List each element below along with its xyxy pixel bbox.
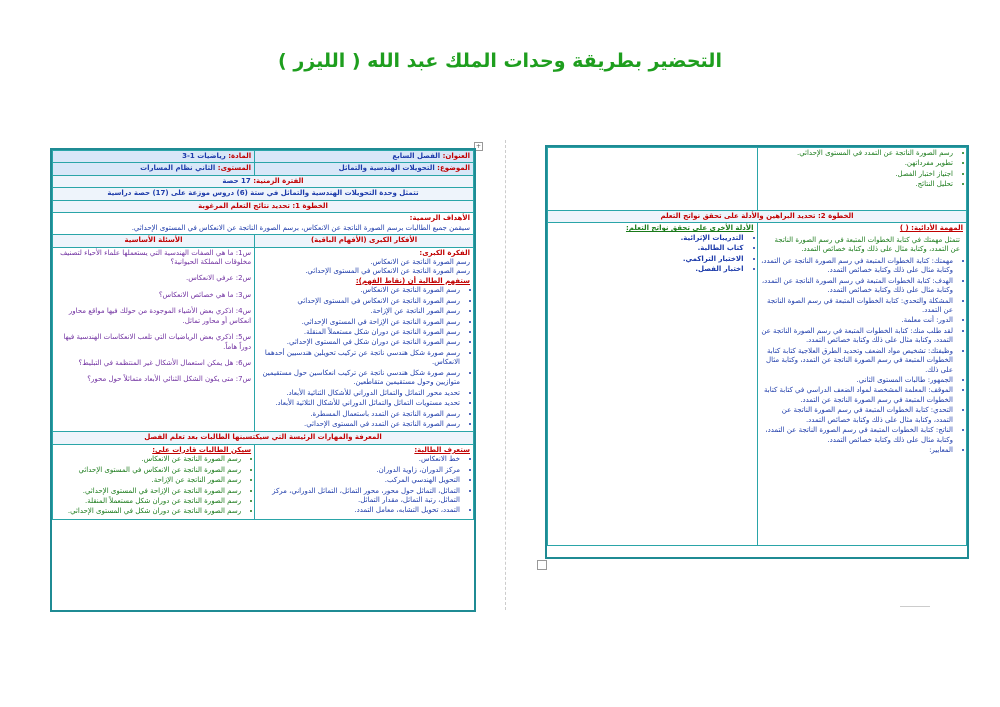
topic-cell bbox=[255, 163, 474, 175]
list-item: • رسم الصورة الناتجة عن التمدد باستعمال المسطرة. bbox=[258, 410, 460, 419]
will-able-cell bbox=[53, 444, 255, 519]
will-know-cell bbox=[255, 444, 474, 519]
empty-cell bbox=[548, 148, 758, 211]
subject-value: رياضيات 1-3 bbox=[182, 152, 226, 160]
level-value: الثاني نظام المسارات bbox=[140, 164, 216, 173]
big-idea-line: رسم الصورة الناتجة عن الانعكاس. bbox=[370, 257, 470, 266]
list-item: • رسم الصورة الناتجة عن التمدد في المستوى الإحداثي. bbox=[258, 420, 460, 429]
table-resize-handle[interactable] bbox=[537, 560, 547, 570]
question-item: س4: اذكري بعض الأشياء الموجودة من حولك فيها مواقع محاور انعكاس أو محاور تماثل. bbox=[68, 307, 252, 325]
list-item: • اختبار الفصل. bbox=[551, 265, 744, 274]
will-able-title: سيكن الطالبات قادرات على: bbox=[152, 445, 252, 454]
list-item: • تحديد محور التماثل والتماثل الدوراني للأشكال الثنائية الأبعاد. bbox=[258, 389, 460, 398]
task-list bbox=[761, 257, 964, 456]
step1-title: الخطوة 1: تحديد نتائج التعلم المرغوبة bbox=[53, 200, 474, 212]
level-label: المستوى: bbox=[217, 164, 252, 173]
question-item: س6: هل يمكن استعمال الأشكال غير المنتظمة في التبليط؟ bbox=[78, 359, 252, 367]
list-item: • الهدف: كتابة الخطوات المتبعة في رسم الصورة الناتجة عن التمدد، وكتابة مثال على ذلك وكتابة خصائص التمدد. bbox=[761, 277, 954, 296]
subject-label: المادة: bbox=[228, 152, 252, 160]
list-item: • كتاب الطالبة. bbox=[551, 244, 744, 253]
understand-list bbox=[258, 286, 470, 429]
knowledge-header: المعرفة والمهارات الرئيسة التي سيكتسبنها الطالبات بعد تعلم الفصل bbox=[53, 432, 474, 444]
list-item: • رسم الصورة الناتجة عن دوران شكل مستعملاً المنقلة. bbox=[56, 497, 241, 506]
question-item: س7: متى يكون الشكل الثنائي الأبعاد متماثلاً حول محور؟ bbox=[87, 375, 252, 384]
list-item: • رسم الصورة الناتجة عن دوران شكل في المستوى الإحداثي. bbox=[56, 507, 241, 516]
will-able-list bbox=[56, 455, 251, 517]
lesson-plan-table-continued bbox=[547, 147, 967, 546]
list-item: • وظيفتك: تشخيص مواد الضعف وتحديد الطرق العلاجية كتابة كتابة الخطوات المتبعة في رسم الصورة الناتجة عن التمدد، وكتابة مثال على ذلك. bbox=[761, 347, 954, 375]
left-page bbox=[50, 148, 476, 612]
unit-summary: تتمثل وحدة التحويلات الهندسية والتماثل في ستة (6) دروس موزعة على (17) حصة دراسية bbox=[53, 188, 474, 200]
list-item: • رسم الصورة الناتجة عن الإزاحة في المستوى الإحداثي. bbox=[56, 487, 241, 496]
topic-value: التحويلات الهندسية والتماثل bbox=[338, 164, 435, 173]
list-item: • رسم الصورة الناتجة عن الانعكاس. bbox=[56, 455, 241, 464]
page-divider bbox=[505, 140, 507, 610]
period-cell bbox=[53, 175, 474, 187]
understand-title: ستفهم الطالبة أن (نقاط الفهم): bbox=[355, 276, 470, 285]
question-item: س1: ما هي الصفات الهندسية التي يستعملها علماء الأحياء لتصنيف مخلوقات المملكة الحيوانية؟ bbox=[60, 248, 252, 266]
question-item: س3: ما هي خصائص الانعكاس؟ bbox=[158, 290, 252, 299]
official-goals-text: سيقمن جميع الطالبات برسم الصورة الناتجة عن الانعكاس، برسم الصورة الناتجة عن الانعكاس في المستوى الإحداثي. bbox=[131, 223, 470, 232]
period-label: الفترة الزمنية: bbox=[253, 176, 304, 185]
list-item: • لقد طلب منك: كتابة الخطوات المتبعة في رسم الصورة الناتجة عن التمدد، وكتابة مثال على ذلك وكتابة خصائص التمدد. bbox=[761, 327, 954, 346]
list-item: • الموقف: المعلمة المشخصة لمواد الضعف الدراسي في كتابة كتابة الخطوات المتبعة في رسم الصورة الناتجة عن التمدد. bbox=[761, 386, 954, 405]
list-item: • المشكلة والتحدي: كتابة الخطوات المتبعة في رسم الصوة الناتجة عن التمدد. bbox=[761, 297, 954, 316]
will-know-list bbox=[258, 455, 470, 516]
list-item: • رسم صورة شكل هندسي ناتجة عن تركيب انعكاسين حول مستقيمين متوازيين وحول مستقيمين متقاطعين. bbox=[258, 369, 460, 388]
question-item: س5: اذكري بعض الرياضيات التي تلعب الانعكاسات الهندسية فيها دوراً هاماً. bbox=[63, 333, 252, 351]
big-ideas-header: الأفكار الكبرى (الأفهام الباقية) bbox=[255, 235, 474, 247]
title-label: العنوان: bbox=[442, 152, 470, 160]
period-value: 17 حصة bbox=[222, 176, 251, 185]
evidence-title: الأدلة الأخرى على تحقق نواتج التعلم: bbox=[625, 224, 754, 233]
page-title: التحضير بطريقة وحدات الملك عبد الله ( الليزر ) bbox=[278, 50, 722, 72]
list-item: • الدور: أنت معلمة. bbox=[761, 316, 954, 325]
list-item: • رسم الصورة الناتجة عن الانعكاس. bbox=[258, 286, 460, 295]
list-item: • تطوير مفرداتهن. bbox=[761, 159, 954, 168]
list-item: • رسم الصورة الناتجة عن الانعكاس في المستوى الإحداثي bbox=[258, 297, 460, 306]
performance-task-cell bbox=[757, 223, 967, 546]
question-item: س2: عرفي الانعكاس. bbox=[186, 274, 252, 283]
top-items-cell bbox=[757, 148, 967, 211]
lesson-plan-table bbox=[52, 150, 474, 520]
list-item: • المعايير: bbox=[761, 446, 954, 455]
list-item: • مهمتك: كتابة الخطوات المتبعة في رسم الصورة الناتجة عن التمدد، وكتابة مثال على ذلك وكتابة خصائص التمدد. bbox=[761, 257, 954, 276]
evidence-list bbox=[551, 234, 754, 275]
top-items-list bbox=[761, 149, 964, 190]
other-evidence-cell bbox=[548, 223, 758, 546]
list-item: • الاختبار التراكمي. bbox=[551, 255, 744, 264]
task-title: المهمة الأدائية: ( ) bbox=[899, 224, 963, 233]
task-intro: تتمثل مهمتك في كتابة الخطوات المتبعة في رسم الصورة الناتجة عن التمدد، وكتابة مثال على ذلك وكتابة خصائص التمدد. bbox=[774, 235, 960, 254]
list-item: • رسم الصور الناتجة عن الإزاحة. bbox=[258, 307, 460, 316]
list-item: • اجتياز اختبار الفصل. bbox=[761, 170, 954, 179]
list-item: • التحدي: كتابة الخطوات المتبعة في رسم الصورة الناتجة عن التمدد، وكتابة مثال على ذلك وكتابة خصائص التمدد. bbox=[761, 406, 954, 425]
big-idea-title: الفكرة الكبرى: bbox=[419, 248, 470, 257]
list-item: • التمدد، تحويل التشابه، معامل التمدد. bbox=[258, 506, 460, 515]
will-know-title: ستعرف الطالبة: bbox=[414, 445, 470, 454]
list-item: • الناتج: كتابة الخطوات المتبعة في رسم الصورة الناتجة عن التمدد، وكتابة مثال على ذلك وكتابة خصائص التمدد. bbox=[761, 426, 954, 445]
step2-title: الخطوة 2: تحديد البراهين والأدلة على تحقق نواتج التعلم bbox=[548, 211, 967, 223]
official-goals-cell bbox=[53, 213, 474, 235]
list-item: • رسم الصورة الناتجة عن التمدد في المستوى الإحداثي. bbox=[761, 149, 954, 158]
list-item: • تحديد مستويات التماثل والتماثل الدوراني للأشكال الثلاثية الأبعاد. bbox=[258, 399, 460, 408]
list-item: • رسم الصورة الناتجة عن الإزاحة في المستوى الإحداثي. bbox=[258, 318, 460, 327]
table-move-handle-icon[interactable]: + bbox=[475, 143, 482, 150]
list-item: • رسم الصور الناتجة عن الإزاحة. bbox=[56, 476, 241, 485]
essential-questions-cell bbox=[53, 247, 255, 432]
list-item: • الجمهور: طالبات المستوى الثاني. bbox=[761, 376, 954, 385]
list-item: • تحليل النتائج. bbox=[761, 180, 954, 189]
list-item: • مركز الدوران، زاوية الدوران. bbox=[258, 466, 460, 475]
subject-cell bbox=[53, 151, 255, 163]
big-ideas-cell bbox=[255, 247, 474, 432]
big-idea-line: رسم الصورة الناتجة عن الانعكاس في المستوى الإحداثي. bbox=[305, 267, 470, 276]
list-item: • رسم صورة شكل هندسي ناتجة عن تركيب تحويلين هندسيين أحدهما الانعكاس. bbox=[258, 349, 460, 368]
title-value: الفصل السابع bbox=[392, 152, 441, 160]
official-goals-title: الأهداف الرسمية: bbox=[409, 214, 470, 223]
list-item: • التحويل الهندسي المركب. bbox=[258, 476, 460, 485]
list-item: • التدريبات الإثرائية. bbox=[551, 234, 744, 243]
essential-questions-header: الأسئلة الأساسية bbox=[53, 235, 255, 247]
list-item: • رسم الصورة الناتجة عن الانعكاس في المستوى الإحداثي bbox=[56, 466, 241, 475]
title-cell bbox=[255, 151, 474, 163]
page-edge-line bbox=[900, 606, 930, 607]
topic-label: الموضوع: bbox=[437, 164, 470, 173]
list-item: • خط الانعكاس. bbox=[258, 455, 460, 464]
list-item: • رسم الصورة الناتجة عن دوران شكل في المستوى الإحداثي. bbox=[258, 338, 460, 347]
list-item: • رسم الصورة الناتجة عن دوران شكل مستعملاً المنقلة. bbox=[258, 328, 460, 337]
list-item: • التماثل، التماثل حول محور، محور التماثل، التماثل الدوراني، مركز التماثل، رتبة التماثل، مقدار التماثل. bbox=[258, 487, 460, 506]
level-cell bbox=[53, 163, 255, 175]
right-page bbox=[545, 145, 969, 559]
